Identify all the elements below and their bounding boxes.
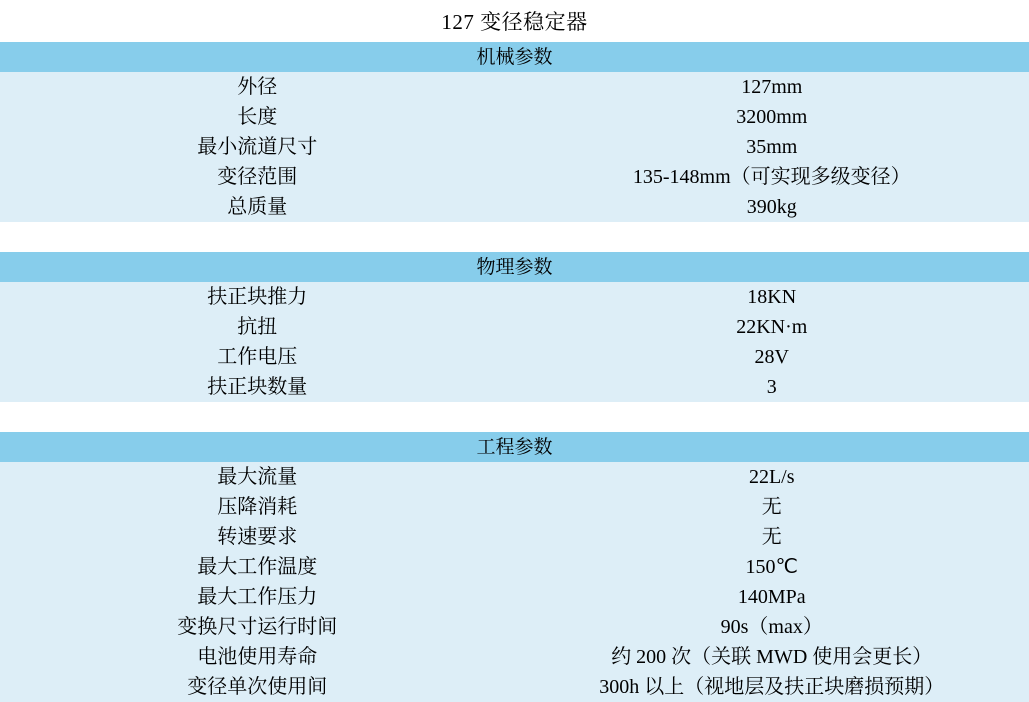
table-row xyxy=(0,282,1029,312)
row-value: 22KN·m xyxy=(515,312,1029,342)
section-spacer xyxy=(0,222,1029,252)
row-label: 长度 xyxy=(0,102,515,132)
section-header-label: 工程参数 xyxy=(0,432,1029,462)
table-body xyxy=(0,42,1029,702)
table-row xyxy=(0,192,1029,222)
table-row xyxy=(0,582,1029,612)
row-label: 抗扭 xyxy=(0,312,515,342)
row-value: 22L/s xyxy=(515,462,1029,492)
table-row xyxy=(0,342,1029,372)
table-row xyxy=(0,462,1029,492)
row-label: 最大工作压力 xyxy=(0,582,515,612)
row-value: 140MPa xyxy=(515,582,1029,612)
table-row xyxy=(0,522,1029,552)
row-value: 390kg xyxy=(515,192,1029,222)
row-label: 变换尺寸运行时间 xyxy=(0,612,515,642)
row-label: 外径 xyxy=(0,72,515,102)
row-label: 扶正块数量 xyxy=(0,372,515,402)
row-label: 压降消耗 xyxy=(0,492,515,522)
row-label: 工作电压 xyxy=(0,342,515,372)
row-value: 3200mm xyxy=(515,102,1029,132)
row-label: 总质量 xyxy=(0,192,515,222)
row-value: 90s（max） xyxy=(515,612,1029,642)
row-label: 变径范围 xyxy=(0,162,515,192)
table-row xyxy=(0,102,1029,132)
row-label: 电池使用寿命 xyxy=(0,642,515,672)
section-header-row xyxy=(0,42,1029,72)
row-value: 150℃ xyxy=(515,552,1029,582)
row-label: 扶正块推力 xyxy=(0,282,515,312)
section-header-row xyxy=(0,252,1029,282)
row-value: 18KN xyxy=(515,282,1029,312)
row-value: 28V xyxy=(515,342,1029,372)
table-row xyxy=(0,162,1029,192)
specification-table xyxy=(0,42,1029,702)
table-row xyxy=(0,312,1029,342)
table-row xyxy=(0,642,1029,672)
section-header-label: 机械参数 xyxy=(0,42,1029,72)
row-value: 35mm xyxy=(515,132,1029,162)
table-row xyxy=(0,672,1029,702)
table-row xyxy=(0,492,1029,522)
row-value: 无 xyxy=(515,522,1029,552)
table-row xyxy=(0,552,1029,582)
table-row xyxy=(0,132,1029,162)
row-label: 最大流量 xyxy=(0,462,515,492)
section-header-row xyxy=(0,432,1029,462)
row-value: 127mm xyxy=(515,72,1029,102)
page-title: 127 变径稳定器 xyxy=(0,0,1029,42)
section-header-label: 物理参数 xyxy=(0,252,1029,282)
row-label: 转速要求 xyxy=(0,522,515,552)
table-row xyxy=(0,72,1029,102)
table-row xyxy=(0,372,1029,402)
row-value: 135-148mm（可实现多级变径） xyxy=(515,162,1029,192)
row-value: 300h 以上（视地层及扶正块磨损预期） xyxy=(515,672,1029,702)
row-label: 变径单次使用间 xyxy=(0,672,515,702)
row-label: 最大工作温度 xyxy=(0,552,515,582)
row-label: 最小流道尺寸 xyxy=(0,132,515,162)
row-value: 无 xyxy=(515,492,1029,522)
row-value: 约 200 次（关联 MWD 使用会更长） xyxy=(515,642,1029,672)
section-spacer xyxy=(0,402,1029,432)
row-value: 3 xyxy=(515,372,1029,402)
